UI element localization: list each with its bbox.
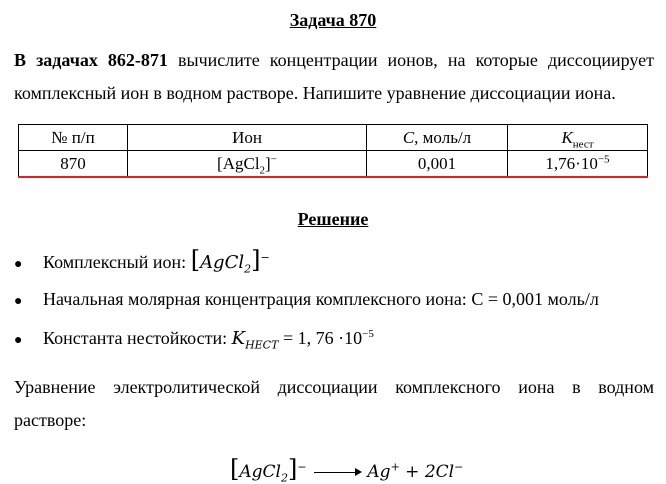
cell-ion-end: ] (265, 153, 271, 173)
header-concentration (367, 125, 508, 151)
task-text: вычислите концентрации ионов, на которые диссоциирует комплексный ион в водном растворе. Напишите уравнение диссоциации иона. (14, 50, 654, 103)
k-subscript: НЕСТ (245, 338, 279, 352)
header-k (508, 125, 648, 151)
bullet-label: Константа нестойкости: (43, 328, 232, 348)
cell-concentration: 0,001 (367, 151, 508, 178)
list-item (14, 323, 374, 353)
header-c-unit: , моль/л (414, 127, 472, 147)
cell-k (508, 151, 648, 178)
k-exponent: −5 (362, 328, 374, 340)
cell-ion-sup: − (270, 152, 277, 165)
cell-ion-base: [AgCl (217, 153, 260, 173)
bullet-label: Комплексный ион: (43, 252, 191, 272)
header-c-symbol: C (402, 127, 415, 147)
cell-k-exp: −5 (597, 152, 610, 165)
reaction-arrow-icon (314, 472, 360, 473)
bullet-icon: ● (14, 294, 23, 309)
page-title: Задача 870 (289, 10, 377, 30)
complex-ion-formula: [AgCl$_2$]− (190, 246, 270, 276)
task-statement (14, 44, 654, 110)
cell-ion (128, 151, 367, 178)
solution-title: Решение (297, 209, 369, 229)
task-range: В задачах 862-871 (14, 50, 168, 70)
dissociation-equation: [AgCl$_2$]− Ag+ + 2Cl− (230, 455, 464, 484)
list-item (14, 284, 599, 314)
data-table (18, 124, 648, 178)
header-ion: Ион (128, 125, 367, 151)
header-num: № п/п (19, 125, 128, 151)
bullet-icon: ● (14, 333, 23, 348)
cell-num: 870 (19, 151, 128, 178)
table-header-row (19, 125, 648, 151)
header-k-sub: нест (572, 137, 594, 150)
k-value: = 1, 76 ·10 (278, 328, 363, 348)
header-k-symbol: K (561, 127, 573, 147)
concentration-value: C = 0,001 моль/л (471, 289, 599, 309)
dissociation-paragraph-end: растворе: (14, 410, 87, 430)
dissociation-paragraph: Уравнение электролитической диссоциации комплексного иона в водном (14, 377, 654, 397)
k-symbol: K (231, 328, 246, 349)
cell-ion-sub: 2 (259, 163, 266, 176)
cell-k-base: 1,76·10 (545, 153, 598, 173)
bullet-icon: ● (14, 257, 23, 272)
table-row (19, 151, 648, 178)
list-item (14, 245, 270, 275)
bullet-label: Начальная молярная концентрация комплексного иона: (43, 289, 472, 309)
